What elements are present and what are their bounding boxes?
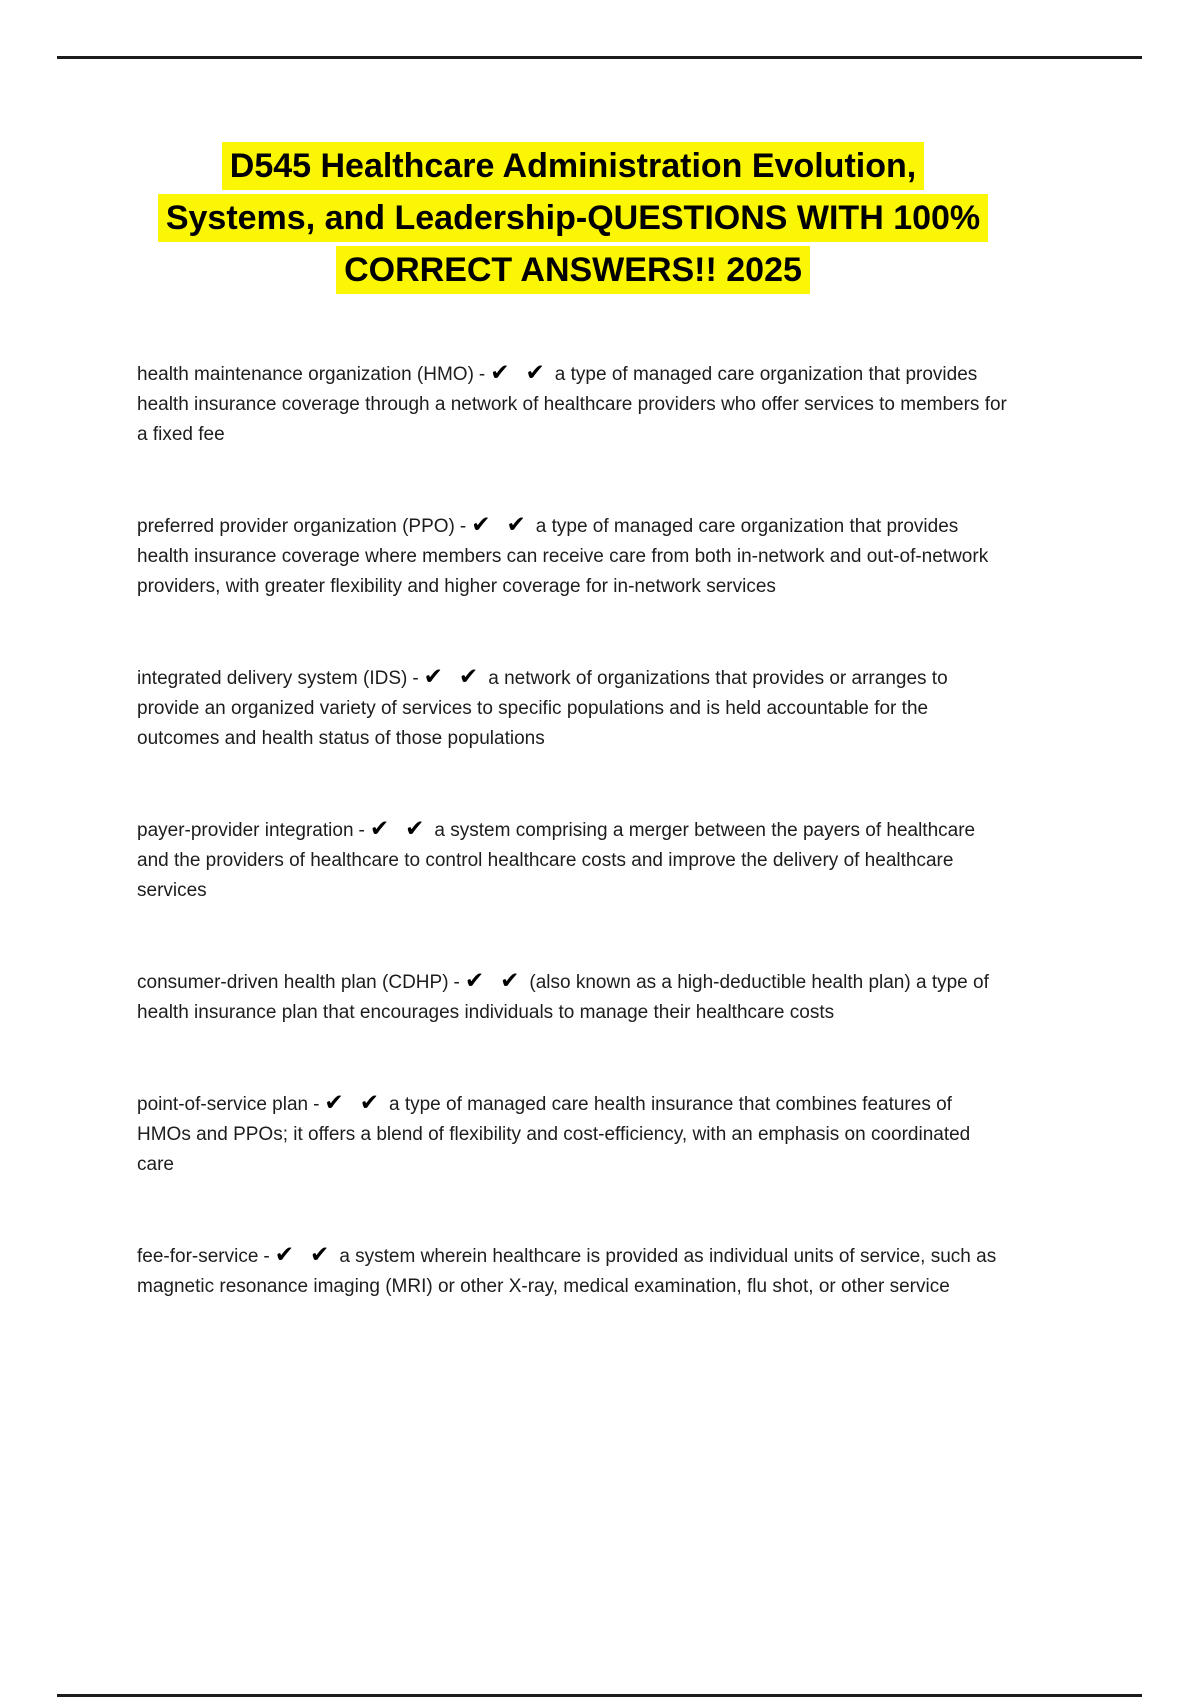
- title-highlight: CORRECT ANSWERS!! 2025: [336, 246, 810, 294]
- title-line-3: [137, 244, 1009, 296]
- term-text: preferred provider organization (PPO): [137, 516, 455, 537]
- bottom-rule: [57, 1694, 1142, 1697]
- definition-text: a network of organizations that provides or arranges to provide an organized variety of services to specific populations and is held accountable for the outcomes and health status of those populations: [137, 668, 948, 749]
- title-line-1: [137, 140, 1009, 192]
- separator: -: [459, 516, 467, 537]
- term-text: fee-for-service: [137, 1246, 259, 1267]
- title-highlight: D545 Healthcare Administration Evolution,: [222, 142, 924, 190]
- page-content: [137, 140, 1009, 1364]
- definition-entry: [137, 968, 1009, 1028]
- term-text: health maintenance organization (HMO): [137, 364, 474, 385]
- top-rule: [57, 56, 1142, 59]
- definition-entry: [137, 360, 1009, 450]
- separator: -: [358, 820, 365, 841]
- double-checkmark-icon: ✔ ✔: [369, 816, 429, 842]
- double-checkmark-icon: ✔ ✔: [490, 360, 549, 386]
- definition-text: a type of managed care organization that provides health insurance coverage through a network of healthcare providers who offer services to members for a fixed fee: [137, 364, 1007, 445]
- separator: -: [263, 1246, 270, 1267]
- definition-entry: [137, 1090, 1009, 1180]
- separator: -: [478, 364, 486, 385]
- title-line-2: [137, 192, 1009, 244]
- definition-text: a type of managed care health insurance that combines features of HMOs and PPOs; it offers a blend of flexibility and cost-efficiency, with an emphasis on coordinated care: [137, 1094, 971, 1175]
- definition-entry: [137, 512, 1009, 602]
- term-text: consumer-driven health plan (CDHP): [137, 972, 449, 993]
- term-text: point-of-service plan: [137, 1094, 309, 1115]
- definition-text: a type of managed care organization that provides health insurance coverage where members can receive care from both in-network and out-of-network providers, with greater flexibility and higher coverage for in-network services: [137, 516, 989, 597]
- separator: -: [453, 972, 460, 993]
- title-highlight: Systems, and Leadership-QUESTIONS WITH 100%: [158, 194, 988, 242]
- definition-text: (also known as a high-deductible health plan) a type of health insurance plan that encourages individuals to manage their healthcare costs: [137, 972, 989, 1023]
- double-checkmark-icon: ✔ ✔: [471, 512, 530, 538]
- separator: -: [412, 668, 419, 689]
- term-text: integrated delivery system (IDS): [137, 668, 408, 689]
- double-checkmark-icon: ✔ ✔: [274, 1242, 334, 1268]
- definition-text: a system wherein healthcare is provided as individual units of service, such as magnetic resonance imaging (MRI) or other X-ray, medical examination, flu shot, or other service: [137, 1246, 997, 1297]
- definition-text: a system comprising a merger between the payers of healthcare and the providers of healthcare to control healthcare costs and improve the delivery of healthcare services: [137, 820, 976, 901]
- term-text: payer-provider integration: [137, 820, 354, 841]
- double-checkmark-icon: ✔ ✔: [423, 664, 483, 690]
- definition-entry: [137, 816, 1009, 906]
- page-title: [137, 140, 1009, 296]
- definition-entry: [137, 664, 1009, 754]
- double-checkmark-icon: ✔ ✔: [324, 1090, 383, 1116]
- separator: -: [313, 1094, 320, 1115]
- double-checkmark-icon: ✔ ✔: [464, 968, 524, 994]
- definition-entry: [137, 1242, 1009, 1302]
